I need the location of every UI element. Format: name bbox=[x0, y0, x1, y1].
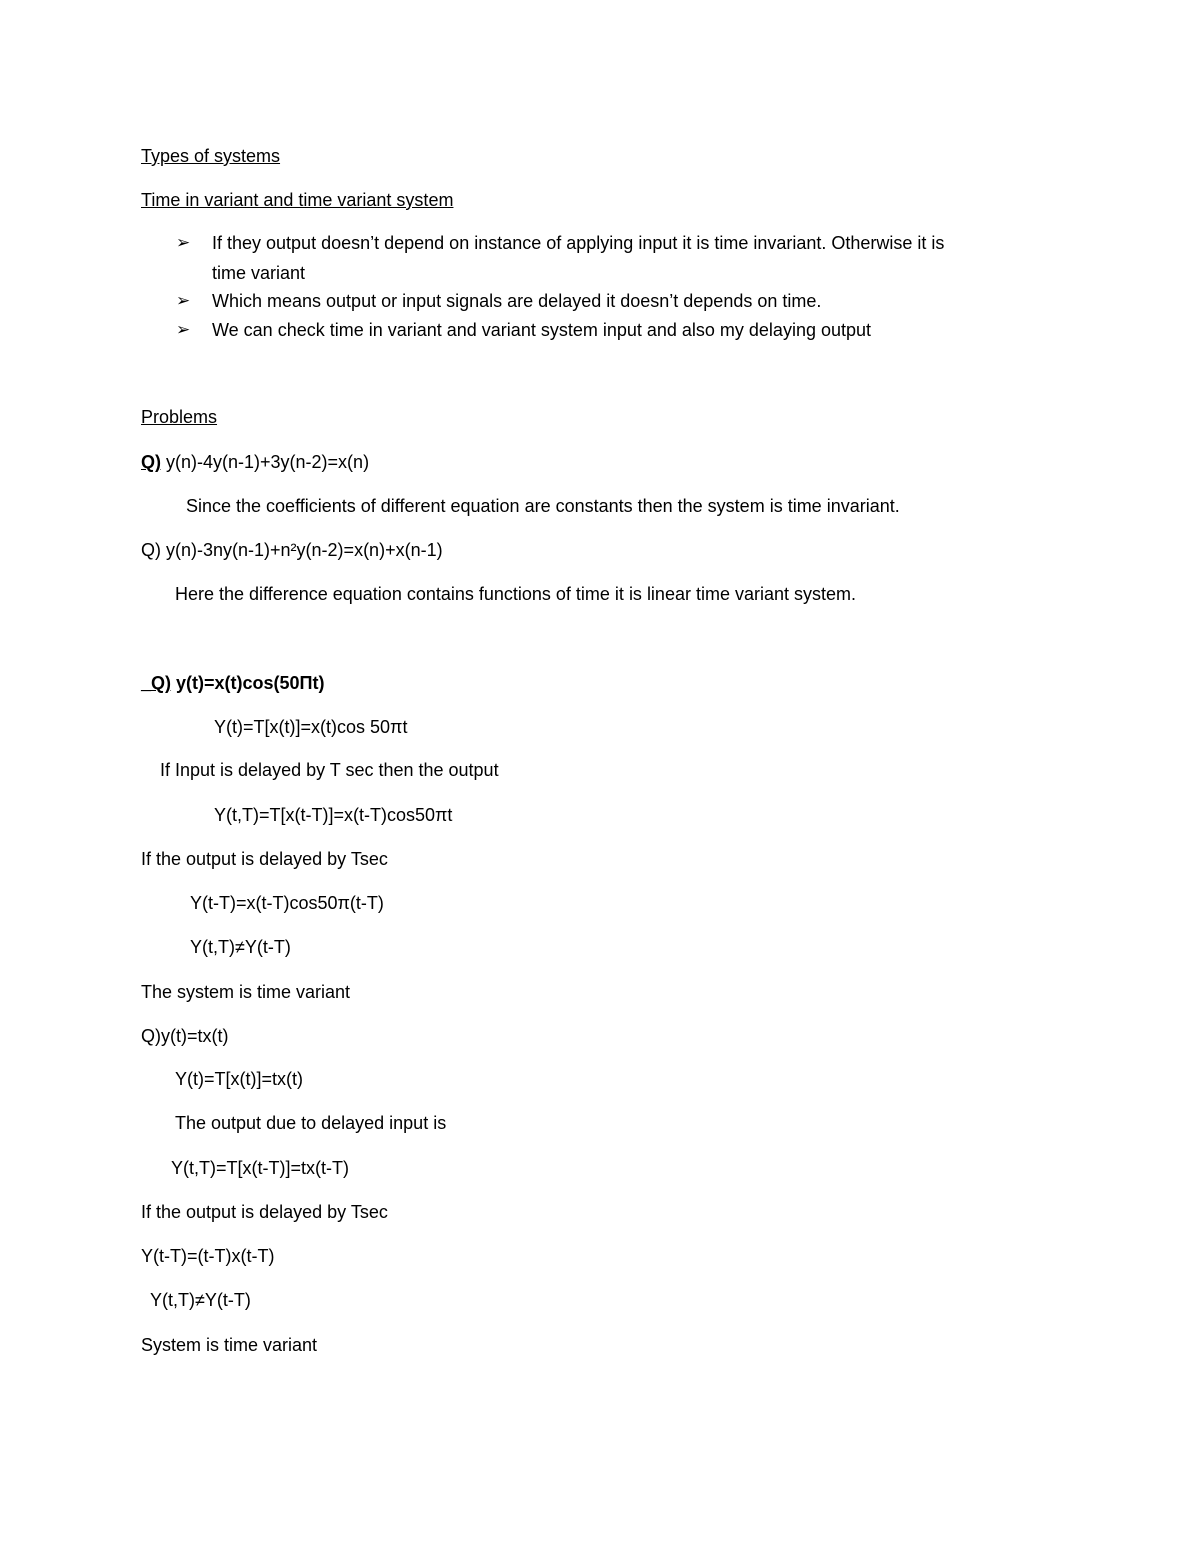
q3-derivation-line: Y(t,T)≠Y(t-T) bbox=[190, 937, 291, 957]
problems-heading: Problems bbox=[141, 407, 218, 427]
question-1-explanation: Since the coefficients of different equation are constants then the system is time invariant. bbox=[186, 496, 900, 516]
question-4 bbox=[141, 1025, 229, 1047]
q3-derivation-line: Y(t-T)=x(t-T)cos50π(t-T) bbox=[190, 893, 384, 913]
question-1 bbox=[141, 451, 369, 473]
document-heading: Types of systems bbox=[141, 146, 281, 166]
arrow-bullet-icon: ➢ bbox=[176, 291, 191, 310]
section-subheading: Time in variant and time variant system bbox=[141, 190, 454, 210]
question-2-explanation: Here the difference equation contains functions of time it is linear time variant system. bbox=[175, 584, 857, 604]
question-equation: y(t)=x(t)cos(50Πt) bbox=[176, 673, 325, 693]
q4-derivation-line: Y(t,T)≠Y(t-T) bbox=[150, 1290, 251, 1310]
arrow-bullet-icon: ➢ bbox=[176, 320, 191, 339]
arrow-bullet-icon: ➢ bbox=[176, 233, 191, 252]
q4-derivation-line: If the output is delayed by Tsec bbox=[141, 1202, 388, 1222]
q3-derivation-line: If the output is delayed by Tsec bbox=[141, 849, 388, 869]
question-label: Q) bbox=[141, 540, 161, 560]
question-label: Q) bbox=[141, 452, 161, 472]
q3-derivation-line: Y(t,T)=T[x(t-T)]=x(t-T)cos50πt bbox=[214, 805, 453, 825]
bullet-item: If they output doesn’t depend on instance of applying input it is time invariant. Otherwise it is bbox=[212, 233, 945, 253]
question-2 bbox=[141, 539, 443, 561]
question-label: _Q) bbox=[141, 673, 172, 693]
q3-derivation-line: Y(t)=T[x(t)]=x(t)cos 50πt bbox=[214, 717, 408, 737]
bullet-item-continuation: time variant bbox=[212, 263, 306, 283]
q3-conclusion: The system is time variant bbox=[141, 982, 351, 1002]
bullet-item: We can check time in variant and variant system input and also my delaying output bbox=[212, 320, 872, 340]
question-equation: y(n)-4y(n-1)+3y(n-2)=x(n) bbox=[166, 452, 370, 472]
question-equation: y(n)-3ny(n-1)+n²y(n-2)=x(n)+x(n-1) bbox=[166, 540, 443, 560]
q4-derivation-line: Y(t-T)=(t-T)x(t-T) bbox=[141, 1246, 275, 1266]
q4-derivation-line: Y(t,T)=T[x(t-T)]=tx(t-T) bbox=[171, 1158, 349, 1178]
q4-conclusion: System is time variant bbox=[141, 1335, 318, 1355]
q3-derivation-line: If Input is delayed by T sec then the output bbox=[160, 760, 499, 780]
question-equation: y(t)=tx(t) bbox=[161, 1026, 229, 1046]
q4-derivation-line: Y(t)=T[x(t)]=tx(t) bbox=[175, 1069, 303, 1089]
q4-derivation-line: The output due to delayed input is bbox=[175, 1113, 447, 1133]
question-3 bbox=[141, 672, 325, 694]
question-label: Q) bbox=[141, 1026, 161, 1046]
bullet-item: Which means output or input signals are delayed it doesn’t depends on time. bbox=[212, 291, 822, 311]
